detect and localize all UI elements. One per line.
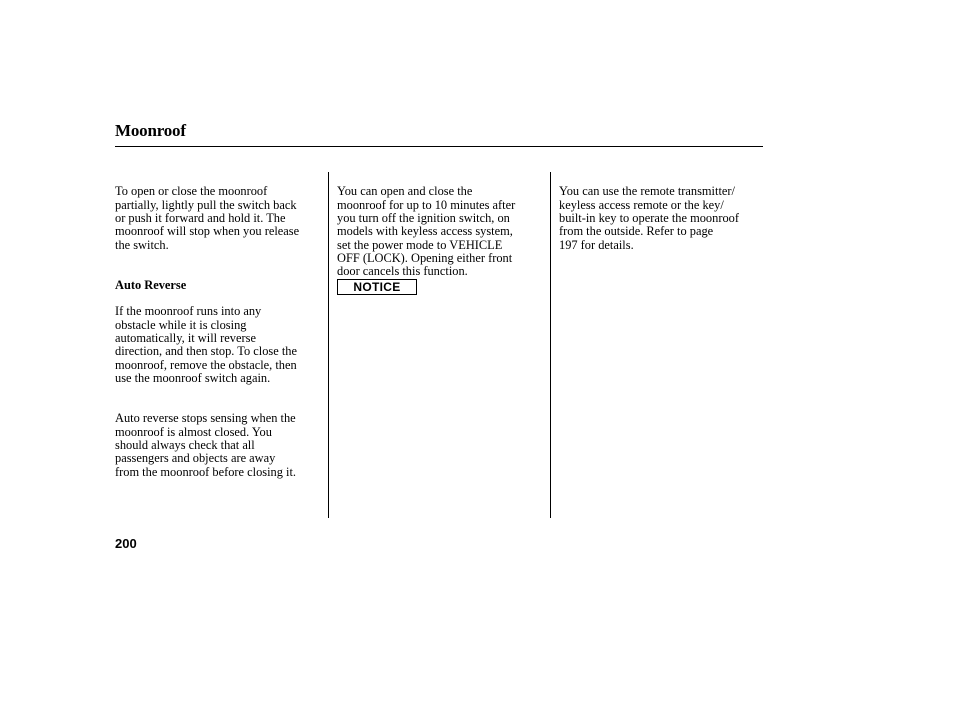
ignition-off-paragraph: You can open and close the moonroof for up to 10 minutes after you turn off the ignition switch, on models with keyless access system, set the power mode to VEHICLE OFF (LOCK). Opening either front door cancels this function. xyxy=(337,184,516,279)
column-right xyxy=(559,172,764,279)
auto-reverse-sensing-paragraph: Auto reverse stops sensing when the moonroof is almost closed. You should always check that all passengers and objects are away from the moonroof before closing it. xyxy=(115,411,296,479)
moonroof-partial-paragraph: To open or close the moonroof partially, lightly pull the switch back or push it forward and hold it. The moonroof will stop when you release the switch. xyxy=(115,184,300,252)
column-divider-2 xyxy=(550,172,551,518)
title-rule xyxy=(115,146,763,147)
auto-reverse-heading: Auto Reverse xyxy=(115,277,187,292)
column-divider-1 xyxy=(328,172,329,518)
column-left xyxy=(115,172,325,506)
notice-label: NOTICE xyxy=(337,279,417,295)
page-title: Moonroof xyxy=(115,121,186,140)
page-number: 200 xyxy=(115,536,137,551)
remote-operation-paragraph: You can use the remote transmitter/ keyless access remote or the key/ built-in key to operate the moonroof from the outside. Refer to page 197 for details. xyxy=(559,184,739,252)
auto-reverse-paragraph: If the moonroof runs into any obstacle while it is closing automatically, it will reverse direction, and then stop. To close the moonroof, remove the obstacle, then use the moonroof switch again. xyxy=(115,304,297,386)
